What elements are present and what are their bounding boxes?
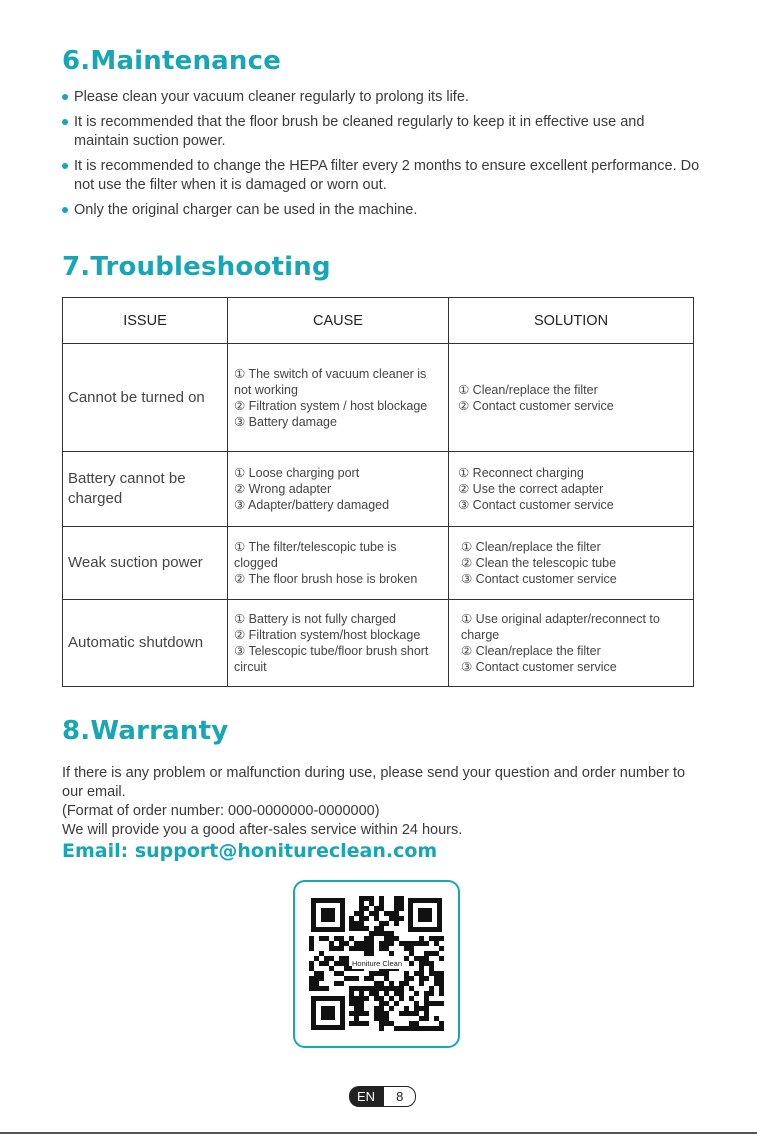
issue-cell: Cannot be turned on [63, 344, 228, 452]
warranty-heading: 8.Warranty [62, 716, 229, 746]
cause-cell: ① The filter/telescopic tube is clogged ② The floor brush hose is broken [228, 527, 449, 600]
bullet-dot-icon [62, 119, 68, 125]
qr-center-label: Honiture Clean [351, 959, 403, 968]
maintenance-list [62, 88, 702, 226]
table-header-row [63, 298, 694, 344]
solution-cell: ① Clean/replace the filter ② Contact customer service [449, 344, 694, 452]
list-item: Only the original charger can be used in the machine. [62, 201, 702, 220]
issue-cell: Weak suction power [63, 527, 228, 600]
bottom-divider [0, 1132, 757, 1134]
troubleshooting-heading: 7.Troubleshooting [62, 252, 331, 282]
troubleshooting-table [62, 297, 694, 687]
list-item: It is recommended to change the HEPA filter every 2 months to ensure excellent performance. Do not use the filter when it is damaged or worn out. [62, 157, 702, 195]
cause-cell: ① The switch of vacuum cleaner is not working ② Filtration system / host blockage ③ Battery damage [228, 344, 449, 452]
page-number: 8 [383, 1086, 416, 1107]
column-header-issue: ISSUE [63, 298, 228, 344]
column-header-solution: SOLUTION [449, 298, 694, 344]
support-email[interactable]: Email: support@honitureclean.com [62, 840, 438, 862]
warranty-text: If there is any problem or malfunction during use, please send your question and order number to our email. (Format of order number: 000-0000000-0000000) We will provide you a good after-sales service within 24 hours. [62, 765, 686, 838]
bullet-dot-icon [62, 163, 68, 169]
qr-code-icon [305, 892, 448, 1036]
table-row [63, 600, 694, 687]
column-header-cause: CAUSE [228, 298, 449, 344]
cause-cell: ① Loose charging port ② Wrong adapter ③ Adapter/battery damaged [228, 452, 449, 527]
maintenance-heading: 6.Maintenance [62, 46, 282, 76]
issue-cell: Battery cannot be charged [63, 452, 228, 527]
table-row [63, 344, 694, 452]
qr-code [293, 880, 460, 1048]
list-item: Please clean your vacuum cleaner regularly to prolong its life. [62, 88, 702, 107]
issue-cell: Automatic shutdown [63, 600, 228, 687]
list-item: It is recommended that the floor brush be cleaned regularly to keep it in effective use and maintain suction power. [62, 113, 702, 151]
bullet-dot-icon [62, 94, 68, 100]
page-number-badge [349, 1086, 416, 1107]
solution-cell: ① Reconnect charging ② Use the correct adapter ③ Contact customer service [449, 452, 694, 527]
cause-cell: ① Battery is not fully charged ② Filtration system/host blockage ③ Telescopic tube/floor brush short circuit [228, 600, 449, 687]
solution-cell: ① Clean/replace the filter ② Clean the telescopic tube ③ Contact customer service [449, 527, 694, 600]
language-label: EN [349, 1086, 383, 1107]
table-row [63, 452, 694, 527]
bullet-dot-icon [62, 207, 68, 213]
table-row [63, 527, 694, 600]
solution-cell: ① Use original adapter/reconnect to charge ② Clean/replace the filter ③ Contact customer service [449, 600, 694, 687]
